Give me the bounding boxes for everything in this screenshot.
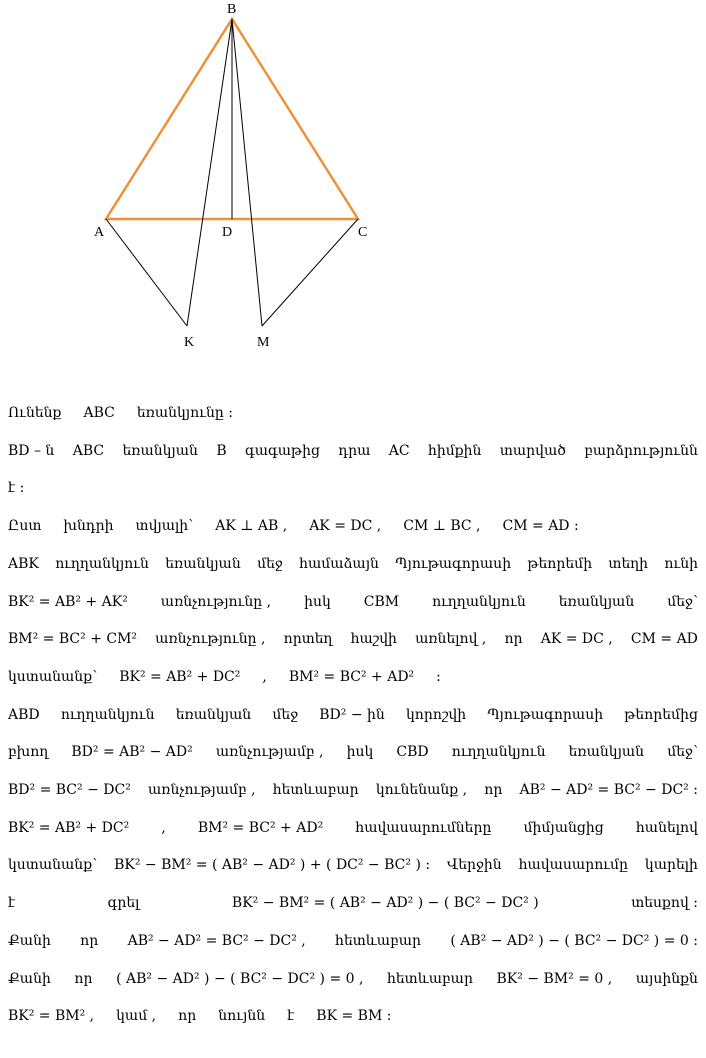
proof-token: BD – ն <box>8 443 55 459</box>
proof-line <box>8 624 698 654</box>
proof-token: կորոշվի <box>405 707 467 723</box>
proof-token: AB² − AD² = BC² − DC² : <box>519 782 698 798</box>
proof-token: եռանկյան <box>165 556 241 572</box>
label-c: C <box>358 225 368 240</box>
proof-token: կստանանք՝ <box>8 857 98 873</box>
proof-token: եռանկյան <box>558 594 635 610</box>
proof-line <box>8 549 698 579</box>
proof-token: մեջ՝ <box>667 744 698 760</box>
proof-token: իսկ <box>346 744 374 760</box>
proof-line <box>8 587 698 617</box>
proof-token: BM² = BC² + AD² <box>197 820 324 836</box>
proof-token: BD² − ին <box>319 707 385 723</box>
proof-token: AK ⊥ AB , <box>215 518 288 534</box>
segment-cm <box>262 219 358 326</box>
proof-token: բարձրությունն <box>584 443 698 459</box>
proof-line <box>8 737 698 767</box>
proof-token: ուղղանկյուն <box>60 707 155 723</box>
proof-token: հետևաբար <box>272 782 359 798</box>
proof-token: համաձայն <box>299 556 379 572</box>
proof-token: BD² = AB² − AD² <box>71 744 193 760</box>
segment-bm <box>232 19 262 326</box>
proof-line <box>8 511 698 541</box>
proof-token: Ըստ <box>8 518 42 534</box>
proof-token: ABC <box>83 405 115 421</box>
proof-token: հետևաբար <box>386 971 473 987</box>
proof-token: BK² − BM² = ( AB² − AD² ) − ( BC² − DC² ) <box>231 895 539 911</box>
label-m: M <box>257 335 270 350</box>
proof-token: եռանկյան <box>122 443 198 459</box>
proof-token: , <box>262 669 267 685</box>
proof-token: BK² = BM² , <box>8 1008 95 1024</box>
proof-token: CBM <box>363 594 400 610</box>
proof-token: գրել <box>107 895 140 911</box>
proof-token: Պյութագորասի <box>395 556 512 572</box>
proof-token: BM² = BC² + CM² <box>8 631 138 647</box>
proof-token: տվյալի՝ <box>135 518 194 534</box>
label-d: D <box>222 225 233 240</box>
segment-bk <box>187 19 232 326</box>
proof-token: ABK <box>8 556 39 572</box>
proof-token: Քանի <box>8 971 51 987</box>
proof-line <box>8 700 698 730</box>
proof-token: CM = AD <box>630 631 698 647</box>
proof-token: նույնն <box>218 1008 266 1024</box>
proof-token: մեջ <box>272 707 299 723</box>
proof-token: կամ , <box>116 1008 157 1024</box>
proof-line <box>8 964 698 994</box>
proof-token: : <box>436 669 441 685</box>
proof-token: խնդրի <box>63 518 114 534</box>
proof-token: BK² = AB² + DC² <box>119 669 241 685</box>
proof-token: հիմքին <box>427 443 482 459</box>
proof-token: CM ⊥ BC , <box>403 518 481 534</box>
proof-token: առնչությունը , <box>155 631 266 647</box>
proof-token: թեորեմի <box>527 556 593 572</box>
proof-token: ABD <box>8 707 40 723</box>
proof-token: ( AB² − AD² ) − ( BC² − DC² ) = 0 , <box>116 971 364 987</box>
proof-token: AK = DC , <box>309 518 382 534</box>
proof-token: առնելով , <box>415 631 487 647</box>
segment-ak <box>106 219 187 326</box>
proof-token: CM = AD : <box>502 518 579 534</box>
proof-token: Քանի <box>8 933 51 949</box>
proof-token: հավասարումները <box>355 820 492 836</box>
proof-token: հավասարումը <box>518 857 628 873</box>
proof-token: եռանկյան <box>568 744 645 760</box>
proof-line <box>8 473 698 503</box>
proof-token: մեջ <box>257 556 283 572</box>
proof-token: թեորեմից <box>624 707 698 723</box>
proof-line <box>8 398 698 428</box>
proof-token: է <box>287 1008 295 1024</box>
proof-token: ( AB² − AD² ) − ( BC² − DC² ) = 0 : <box>450 933 698 949</box>
geometry-figure <box>0 0 706 360</box>
proof-token: է : <box>8 480 25 496</box>
proof-token: մեջ՝ <box>667 594 698 610</box>
proof-token: BD² = BC² − DC² <box>8 782 131 798</box>
label-a: A <box>94 225 105 240</box>
proof-line <box>8 436 698 466</box>
label-k: K <box>184 335 195 350</box>
proof-token: ունի <box>664 556 698 572</box>
proof-token: բխող <box>8 744 49 760</box>
proof-token: BM² = BC² + AD² <box>288 669 415 685</box>
proof-line <box>8 775 698 805</box>
proof-token: միմյանցից <box>523 820 604 836</box>
proof-token: BK² − BM² = 0 , <box>496 971 613 987</box>
proof-token: որ <box>80 933 99 949</box>
proof-line <box>8 662 698 692</box>
proof-token: որտեղ <box>283 631 333 647</box>
proof-token: BK² − BM² = ( AB² − AD² ) + ( DC² − BC² ) : <box>114 857 431 873</box>
proof-token: ուղղանկյուն <box>451 744 546 760</box>
proof-token: եռանկյան <box>175 707 252 723</box>
proof-token: եռանկյունը : <box>136 405 233 421</box>
proof-token: CBD <box>396 744 429 760</box>
proof-token: B <box>216 443 227 459</box>
proof-token: գագաթից <box>244 443 320 459</box>
proof-token: Վերջին <box>447 857 502 873</box>
proof-token: BK² = AB² + DC² <box>8 820 130 836</box>
proof-token: այսինքն <box>635 971 698 987</box>
proof-token: որ <box>504 631 523 647</box>
proof-line <box>8 888 698 918</box>
proof-token: Ունենք <box>8 405 62 421</box>
proof-token: ուղղանկյուն <box>432 594 526 610</box>
proof-token: տեսքով : <box>631 895 698 911</box>
proof-token: ABC <box>72 443 105 459</box>
proof-token: AC <box>388 443 410 459</box>
proof-token: որ <box>484 782 503 798</box>
proof-token: հաշվի <box>350 631 397 647</box>
proof-token: AB² − AD² = BC² − DC² , <box>127 933 306 949</box>
proof-token: BK² = AB² + AK² <box>8 594 128 610</box>
proof-token: կստանանք՝ <box>8 669 98 685</box>
proof-token: , <box>161 820 166 836</box>
proof-token: է <box>8 895 16 911</box>
proof-token: տեղի <box>608 556 649 572</box>
proof-token: կունենանք , <box>375 782 468 798</box>
label-b: B <box>227 2 237 17</box>
proof-token: որ <box>178 1008 197 1024</box>
proof-token: տարված <box>499 443 566 459</box>
proof-line <box>8 813 698 843</box>
proof-token: որ <box>74 971 93 987</box>
proof-token: հետևաբար <box>335 933 422 949</box>
proof-line <box>8 850 698 880</box>
proof-token: առնչությունը , <box>160 594 272 610</box>
proof-token: առնչությամբ , <box>147 782 256 798</box>
proof-token: BK = BM : <box>316 1008 392 1024</box>
proof-token: հանելով <box>635 820 698 836</box>
proof-token: իսկ <box>304 594 331 610</box>
proof-token: առնչությամբ , <box>215 744 324 760</box>
proof-token: դրա <box>338 443 371 459</box>
proof-token: Պյութագորասի <box>487 707 604 723</box>
proof-line <box>8 1001 698 1031</box>
proof-token: ուղղանկյուն <box>55 556 149 572</box>
proof-token: AK = DC , <box>540 631 613 647</box>
proof-token: կարելի <box>644 857 698 873</box>
proof-line <box>8 926 698 956</box>
